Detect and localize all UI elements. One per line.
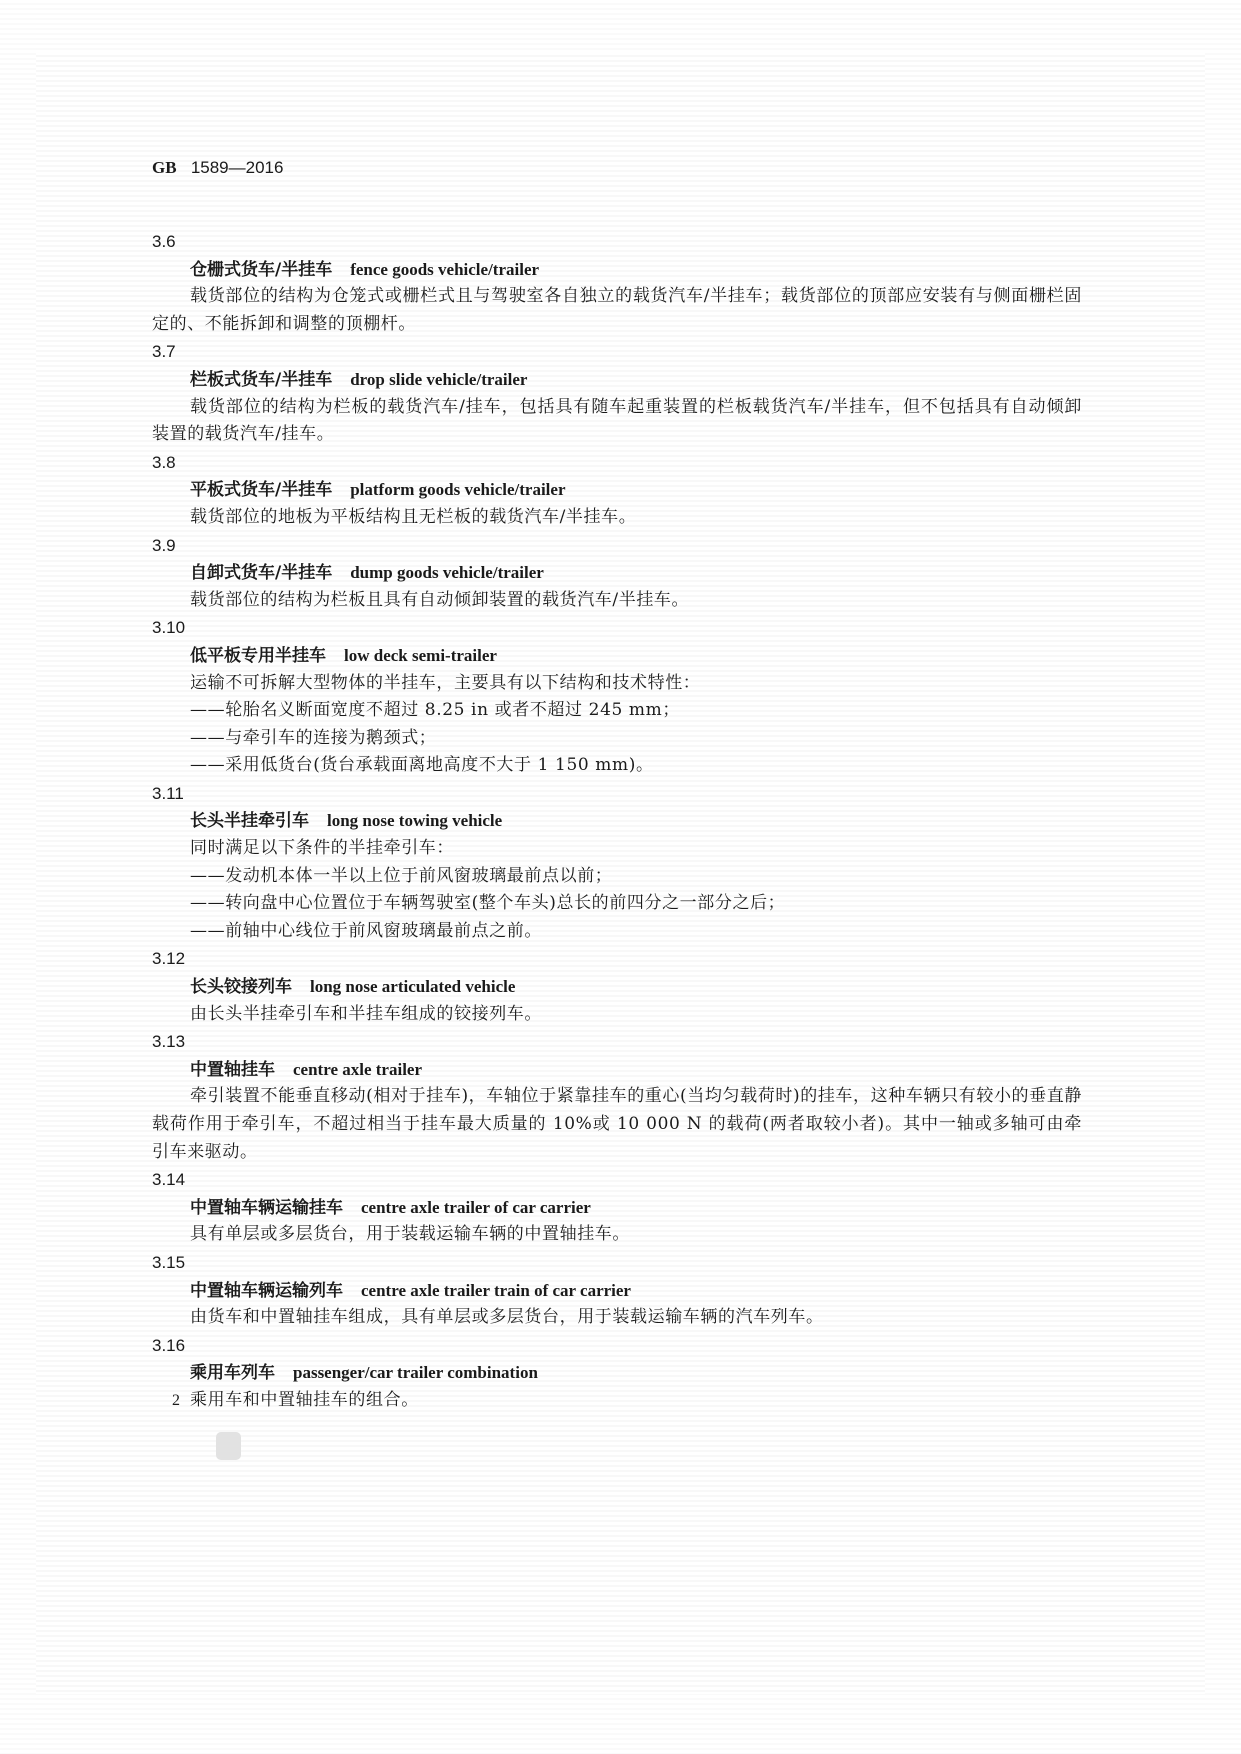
page-number: 2 (172, 1392, 180, 1409)
definition-text: 载货部位的地板为平板结构且无栏板的载货汽车/半挂车。 (190, 506, 637, 527)
section-number: 3.6 (152, 232, 176, 251)
term-en: low deck semi-trailer (344, 645, 497, 665)
section-number: 3.9 (152, 535, 176, 555)
definition-text: 牵引装置不能垂直移动(相对于挂车)，车轴位于紧靠挂车的重心(当均匀载荷时)的挂车，这种车辆只有较小的垂直静载荷作用于牵引车，不超过相当于挂车最大质量的 10%或 10 000 N 的载荷(两者取较小者)。其中一轴或多轴可由牵引车来驱动。 (152, 1086, 1082, 1162)
term-zh: 仓栅式货车/半挂车 (190, 259, 333, 280)
section-number: 3.12 (152, 949, 186, 969)
term-en: centre axle trailer of car carrier (361, 1197, 591, 1217)
definition-text: 乘用车和中置轴挂车的组合。 (190, 1389, 419, 1410)
term-en: centre axle trailer (293, 1059, 423, 1079)
term-heading (152, 559, 1082, 587)
term-en: centre axle trailer train of car carrier (361, 1280, 631, 1300)
standard-number: 1589—2016 (190, 158, 284, 177)
definition-section (152, 945, 1082, 1028)
definition-section (152, 780, 1082, 946)
term-zh: 栏板式货车/半挂车 (190, 369, 333, 390)
term-zh: 中置轴挂车 (190, 1059, 275, 1080)
definition-section (152, 1249, 1082, 1332)
term-en: dump goods vehicle/trailer (350, 563, 544, 583)
term-zh: 长头铰接列车 (190, 977, 292, 998)
standard-header (152, 156, 283, 180)
term-heading (152, 1359, 1082, 1387)
term-heading (152, 1056, 1082, 1084)
definition-text: 由长头半挂牵引车和半挂车组成的铰接列车。 (190, 1003, 542, 1024)
definition-text: 载货部位的结构为仓笼式或栅栏式且与驾驶室各自独立的载货汽车/半挂车；载货部位的顶部应安装有与侧面栅栏固定的、不能拆卸和调整的顶棚杆。 (152, 286, 1082, 334)
section-number: 3.14 (152, 1170, 186, 1190)
definition-section (152, 1028, 1082, 1166)
term-en: long nose articulated vehicle (310, 977, 516, 997)
term-en: long nose towing vehicle (327, 811, 503, 831)
term-heading (152, 1194, 1082, 1222)
term-zh: 平板式货车/半挂车 (190, 480, 333, 501)
definition-text: 运输不可拆解大型物体的半挂车，主要具有以下结构和技术特性： (190, 672, 701, 693)
term-zh: 低平板专用半挂车 (190, 645, 326, 666)
term-heading (152, 476, 1082, 504)
section-number: 3.8 (152, 452, 176, 472)
term-en: platform goods vehicle/trailer (350, 480, 566, 500)
definition-section (152, 614, 1082, 780)
term-heading (152, 807, 1082, 835)
term-heading (152, 256, 1082, 284)
definition-section (152, 532, 1082, 615)
section-number: 3.15 (152, 1252, 186, 1272)
scan-artifact-block (216, 1432, 241, 1460)
term-zh: 自卸式货车/半挂车 (190, 563, 333, 584)
list-item: ——转向盘中心位置位于车辆驾驶室(整个车头)总长的前四分之一部分之后； (190, 893, 786, 914)
list-item: ——与牵引车的连接为鹅颈式； (190, 727, 437, 748)
section-number: 3.10 (152, 618, 186, 638)
definition-section (152, 228, 1082, 338)
term-en: passenger/car trailer combination (293, 1363, 538, 1383)
section-number: 3.11 (152, 783, 184, 803)
term-zh: 乘用车列车 (190, 1363, 275, 1384)
term-heading (152, 642, 1082, 670)
definition-section (152, 449, 1082, 532)
list-item: ——采用低货台(货台承载面离地高度不大于 1 150 mm)。 (190, 755, 654, 776)
definition-text: 由货车和中置轴挂车组成，具有单层或多层货台，用于装载运输车辆的汽车列车。 (190, 1307, 824, 1328)
term-heading (152, 1277, 1082, 1305)
definition-section (152, 1166, 1082, 1249)
definition-text: 载货部位的结构为栏板的载货汽车/挂车，包括具有随车起重装置的栏板载货汽车/半挂车，但不包括具有自动倾卸装置的载货汽车/挂车。 (152, 396, 1082, 445)
list-item: ——前轴中心线位于前风窗玻璃最前点之前。 (190, 920, 542, 941)
definition-text: 载货部位的结构为栏板且具有自动倾卸装置的载货汽车/半挂车。 (190, 589, 690, 610)
definition-section (152, 1332, 1082, 1415)
definition-text: 同时满足以下条件的半挂牵引车： (190, 838, 454, 859)
list-item: ——发动机本体一半以上位于前风窗玻璃最前点以前； (190, 865, 613, 886)
definition-section (152, 338, 1082, 448)
standard-prefix: GB (152, 158, 177, 177)
term-zh: 长头半挂牵引车 (190, 811, 309, 832)
term-zh: 中置轴车辆运输挂车 (190, 1197, 343, 1218)
term-heading (152, 973, 1082, 1001)
list-item: ——轮胎名义断面宽度不超过 8.25 in 或者不超过 245 mm； (190, 700, 680, 721)
term-en: fence goods vehicle/trailer (350, 259, 540, 279)
definition-text: 具有单层或多层货台，用于装载运输车辆的中置轴挂车。 (190, 1224, 630, 1245)
definitions-content (152, 228, 1082, 1415)
section-number: 3.7 (152, 342, 176, 362)
section-number: 3.16 (152, 1335, 186, 1355)
section-number: 3.13 (152, 1032, 186, 1052)
term-zh: 中置轴车辆运输列车 (190, 1280, 343, 1301)
term-heading (152, 366, 1082, 394)
term-en: drop slide vehicle/trailer (350, 369, 528, 389)
